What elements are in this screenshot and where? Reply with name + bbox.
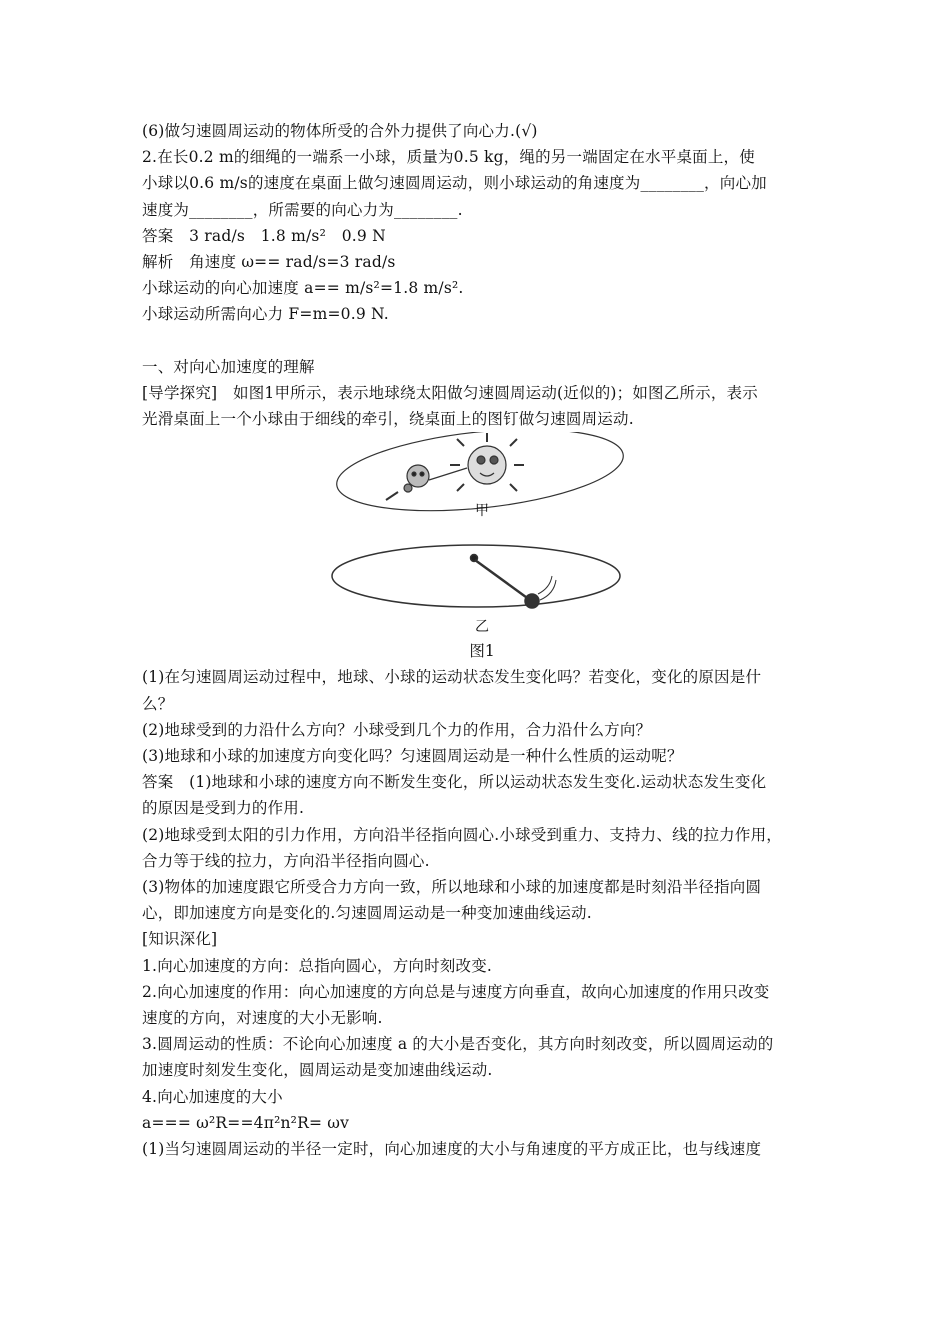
analysis-line: 解析 角速度 ω== rad/s=3 rad/s — [142, 253, 396, 272]
text-line: 小球运动的向心加速度 a== m/s²=1.8 m/s². — [142, 279, 464, 298]
figure-1 — [142, 432, 822, 668]
text-line: 小球以0.6 m/s的速度在桌面上做匀速圆周运动，则小球运动的角速度为________，向心加 — [142, 174, 767, 193]
knowledge-line: 加速度时刻发生变化，圆周运动是变加速曲线运动. — [142, 1061, 493, 1080]
text-line: [导学探究] 如图1甲所示，表示地球绕太阳做匀速圆周运动(近似的)；如图乙所示，表示 — [142, 384, 758, 403]
figure-caption: 图1 — [469, 642, 495, 661]
knowledge-heading: [知识深化] — [142, 930, 218, 949]
question-line: (2)地球受到的力沿什么方向？小球受到几个力的作用，合力沿什么方向？ — [142, 720, 652, 739]
answer-line: (2)地球受到太阳的引力作用，方向沿半径指向圆心.小球受到重力、支持力、线的拉力作用， — [142, 825, 782, 844]
ball-string-illustration — [332, 545, 620, 608]
answer-line: 答案 3 rad/s 1.8 m/s² 0.9 N — [142, 226, 386, 245]
knowledge-line: 速度的方向，对速度的大小无影响. — [142, 1009, 383, 1028]
document-page — [142, 118, 822, 1162]
text-line: 小球运动所需向心力 F=m=0.9 N. — [142, 305, 389, 324]
figure-label-a: 甲 — [475, 503, 489, 520]
knowledge-line: 1.向心加速度的方向：总指向圆心，方向时刻改变. — [142, 956, 493, 975]
spacer — [142, 328, 822, 354]
question-line: (1)在匀速圆周运动过程中，地球、小球的运动状态发生变化吗？若变化，变化的原因是什 — [142, 668, 762, 687]
answer-line: 答案 (1)地球和小球的速度方向不断发生变化，所以运动状态发生变化.运动状态发生变化 — [142, 773, 767, 792]
section-bottom — [142, 664, 822, 1162]
answer-line: 心，即加速度方向是变化的.匀速圆周运动是一种变加速曲线运动. — [142, 904, 592, 923]
text-line: 速度为________，所需要的向心力为________. — [142, 200, 463, 219]
section-heading-block — [142, 354, 822, 433]
knowledge-line: 2.向心加速度的作用：向心加速度的方向总是与速度方向垂直，故向心加速度的作用只改变 — [142, 982, 770, 1001]
section-top — [142, 118, 822, 328]
question-line: 么？ — [142, 694, 174, 713]
section-heading: 一、对向心加速度的理解 — [142, 357, 315, 376]
question-line: (3)地球和小球的加速度方向变化吗？匀速圆周运动是一种什么性质的运动呢？ — [142, 747, 683, 766]
formula-line: a=== ω²R==4π²n²R= ωv — [142, 1113, 350, 1132]
figure-label-b: 乙 — [475, 619, 489, 636]
knowledge-line: (1)当匀速圆周运动的半径一定时，向心加速度的大小与角速度的平方成正比，也与线速度 — [142, 1140, 762, 1159]
answer-line: (3)物体的加速度跟它所受合力方向一致，所以地球和小球的加速度都是时刻沿半径指向圆 — [142, 878, 762, 897]
answer-line: 合力等于线的拉力，方向沿半径指向圆心. — [142, 851, 430, 870]
answer-line: 的原因是受到力的作用. — [142, 799, 305, 818]
knowledge-line: 4.向心加速度的大小 — [142, 1087, 283, 1106]
text-line: 光滑桌面上一个小球由于细线的牵引，绕桌面上的图钉做匀速圆周运动. — [142, 410, 634, 429]
text-line: (6)做匀速圆周运动的物体所受的合外力提供了向心力.(√) — [142, 122, 538, 140]
knowledge-line: 3.圆周运动的性质：不论向心加速度 a 的大小是否变化，其方向时刻改变，所以圆周运动的 — [142, 1035, 774, 1054]
text-line: 2.在长0.2 m的细绳的一端系一小球，质量为0.5 kg，绳的另一端固定在水平桌面上，使 — [142, 148, 755, 167]
